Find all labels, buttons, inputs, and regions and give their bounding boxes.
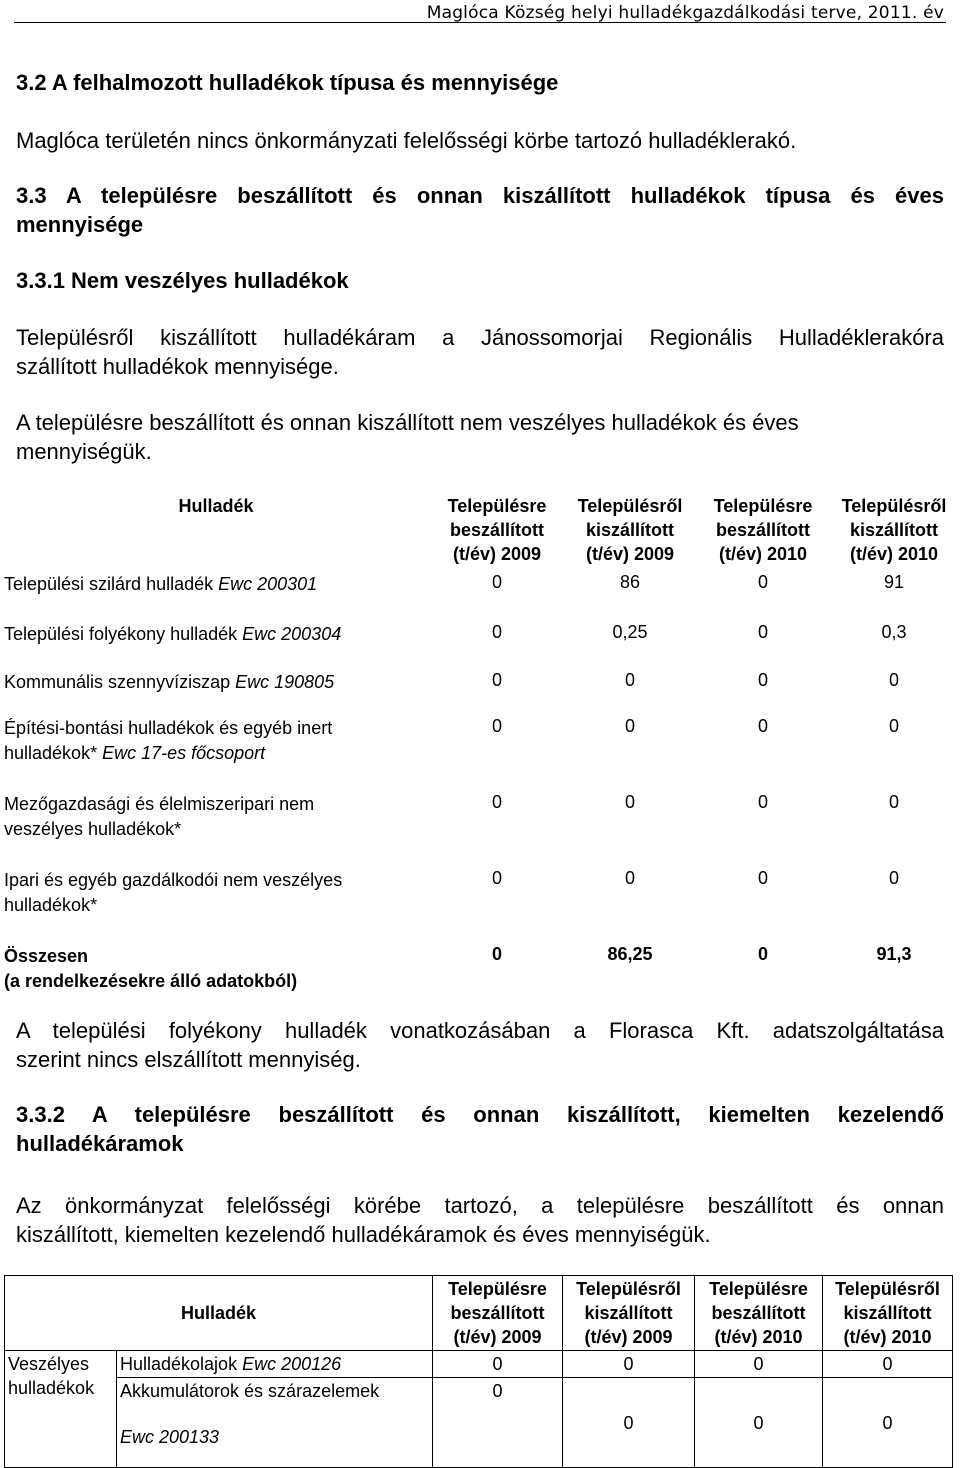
col-header-out-2010: Településről kiszállított (t/év) 2010 <box>841 496 947 564</box>
row-label: Települési szilárd hulladék Ewc 200301 <box>4 574 318 594</box>
table-row <box>5 1351 953 1378</box>
total-label: Összesen (a rendelkezésekre álló adatokból) <box>4 946 298 991</box>
cell-value: 0 <box>823 1378 953 1468</box>
section-3-3-1-para1: Településről kiszállított hulladékáram a Jánossomorjai Regionális Hulladéklerakóra <box>16 325 944 350</box>
cell-value: 0 <box>823 1351 953 1378</box>
row-label: Ipari és egyéb gazdálkodói nem veszélyes hulladékok* <box>4 870 343 915</box>
section-3-3-2-heading: 3.3.2 A településre beszállított és onnan kiszállított, kiemelten kezelendő <box>16 1102 944 1127</box>
section-3-3-heading-cont: mennyisége <box>16 212 144 237</box>
cell-value: 0 <box>624 716 635 736</box>
cell-value: 0 <box>695 1351 823 1378</box>
cell-value: 0 <box>491 670 502 690</box>
header-rule <box>14 22 946 23</box>
row-label: Települési folyékony hulladék Ewc 200304 <box>4 624 342 644</box>
hazardous-waste-table <box>4 1275 953 1468</box>
cell-value: 0 <box>757 572 768 592</box>
cell-value: 0 <box>433 1378 563 1468</box>
cell-value: 0 <box>433 1351 563 1378</box>
row-label: Kommunális szennyvíziszap Ewc 190805 <box>4 672 335 692</box>
section-3-3-2-heading-cont: hulladékáramok <box>16 1131 184 1156</box>
table-row <box>5 1378 953 1468</box>
col-header-waste: Hulladék <box>178 496 254 516</box>
col-header-in-2009: Településre beszállított (t/év) 2009 <box>433 1276 563 1351</box>
cell-value: 0 <box>491 868 502 888</box>
cell-value: 0 <box>888 670 899 690</box>
cell-value: 0 <box>563 1378 695 1468</box>
total-value: 91,3 <box>876 944 912 964</box>
group-label: Veszélyes hulladékok <box>5 1351 117 1468</box>
section-3-3-heading: 3.3 A településre beszállított és onnan kiszállított hulladékok típusa és éves <box>16 183 944 208</box>
cell-value: 0 <box>888 792 899 812</box>
section-3-3-1-para1-cont: szállított hulladékok mennyisége. <box>16 354 339 379</box>
total-value: 0 <box>757 944 768 964</box>
note-text-cont: szerint nincs elszállított mennyiség. <box>16 1047 361 1072</box>
cell-value: 0 <box>491 792 502 812</box>
cell-value: 91 <box>883 572 905 592</box>
cell-value: 0 <box>757 792 768 812</box>
row-label: Mezőgazdasági és élelmiszeripari nem veszélyes hulladékok* <box>4 794 315 839</box>
col-header-out-2010: Településről kiszállított (t/év) 2010 <box>823 1276 953 1351</box>
cell-value: 0 <box>695 1378 823 1468</box>
section-3-2-heading: 3.2 A felhalmozott hulladékok típusa és mennyisége <box>16 70 559 95</box>
section-3-3-2-para-cont: kiszállított, kiemelten kezelendő hulladékáramok és éves mennyiségük. <box>16 1222 711 1247</box>
col-header-in-2010: Településre beszállított (t/év) 2010 <box>713 496 813 564</box>
document-title: Maglóca Község helyi hulladékgazdálkodási terve, 2011. év <box>426 3 944 23</box>
col-header-out-2009: Településről kiszállított (t/év) 2009 <box>577 496 683 564</box>
cell-value: 0 <box>491 716 502 736</box>
cell-value: 0 <box>624 670 635 690</box>
row-label: Hulladékolajok Ewc 200126 <box>117 1351 433 1378</box>
table-row <box>0 572 960 622</box>
cell-value: 0,25 <box>612 622 648 642</box>
table-row <box>0 868 960 944</box>
section-3-3-1-para2: A településre beszállított és onnan kiszállított nem veszélyes hulladékok és éves <box>16 410 799 435</box>
table-header-row <box>5 1276 953 1351</box>
table-row <box>0 622 960 670</box>
table-row <box>0 716 960 792</box>
note-text: A települési folyékony hulladék vonatkozásában a Florasca Kft. adatszolgáltatása <box>16 1018 944 1043</box>
cell-value: 0,3 <box>881 622 907 642</box>
cell-value: 0 <box>491 572 502 592</box>
cell-value: 86 <box>619 572 641 592</box>
cell-value: 0 <box>757 716 768 736</box>
row-label: Építési-bontási hulladékok és egyéb inert hulladékok* Ewc 17-es főcsoport <box>4 718 333 763</box>
cell-value: 0 <box>757 670 768 690</box>
section-3-2-text: Maglóca területén nincs önkormányzati felelősségi körbe tartozó hulladéklerakó. <box>16 128 797 153</box>
non-hazardous-waste-table <box>0 490 960 1004</box>
cell-value: 0 <box>757 622 768 642</box>
section-3-3-2-para: Az önkormányzat felelősségi körébe tartozó, a településre beszállított és onnan <box>16 1193 944 1218</box>
table-total-row <box>0 944 960 1004</box>
table-header-row <box>0 490 960 572</box>
col-header-in-2009: Településre beszállított (t/év) 2009 <box>447 496 547 564</box>
cell-value: 0 <box>624 868 635 888</box>
cell-value: 0 <box>888 868 899 888</box>
total-value: 0 <box>491 944 502 964</box>
page-header <box>0 0 960 24</box>
section-3-3-1-para2-cont: mennyiségük. <box>16 439 152 464</box>
cell-value: 0 <box>888 716 899 736</box>
cell-value: 0 <box>491 622 502 642</box>
col-header-in-2010: Településre beszállított (t/év) 2010 <box>695 1276 823 1351</box>
cell-value: 0 <box>757 868 768 888</box>
section-3-3-1-heading: 3.3.1 Nem veszélyes hulladékok <box>16 268 349 293</box>
table-row <box>0 792 960 868</box>
col-header-waste: Hulladék <box>5 1276 433 1351</box>
cell-value: 0 <box>563 1351 695 1378</box>
cell-value: 0 <box>624 792 635 812</box>
table-row <box>0 670 960 716</box>
col-header-out-2009: Településről kiszállított (t/év) 2009 <box>563 1276 695 1351</box>
total-value: 86,25 <box>607 944 653 964</box>
row-label: Akkumulátorok és szárazelemek Ewc 200133 <box>117 1378 433 1468</box>
